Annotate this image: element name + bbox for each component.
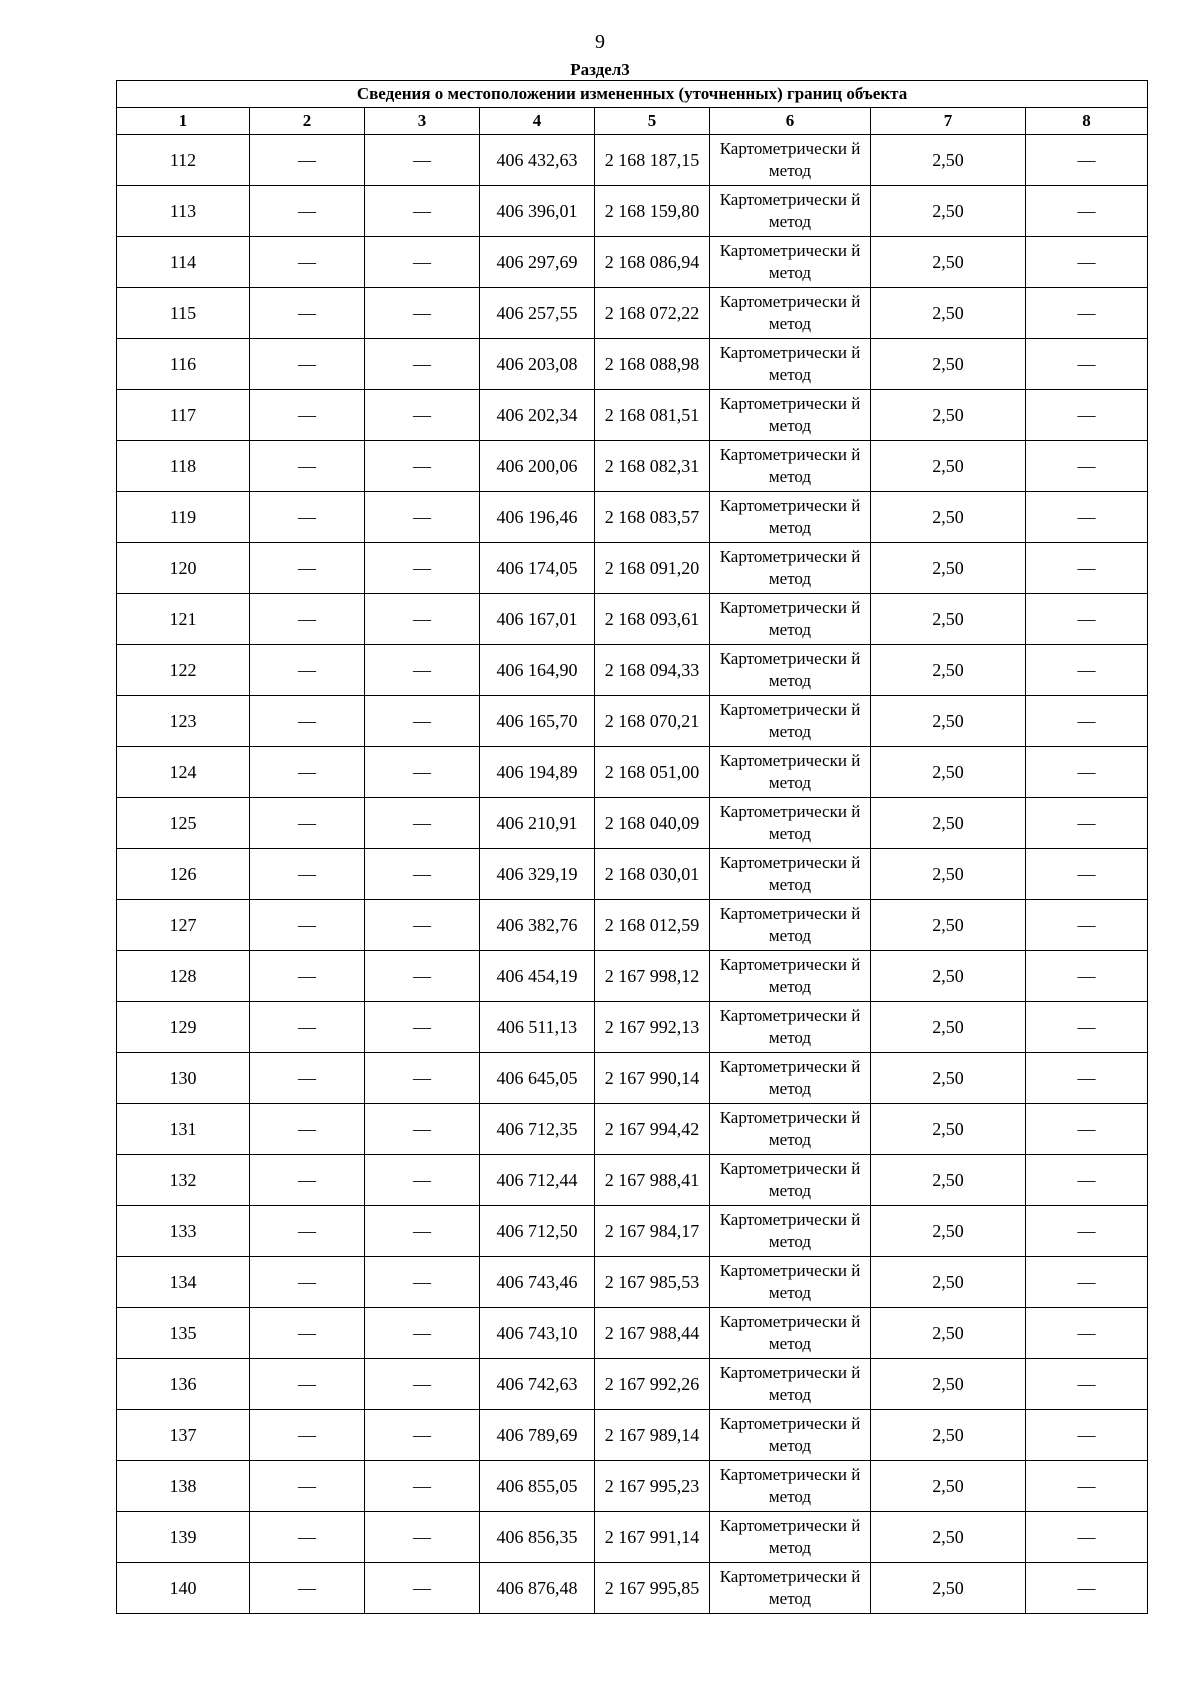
- coordinate-y-cell: 2 168 072,22: [595, 288, 710, 339]
- coordinate-y-cell: 2 167 985,53: [595, 1257, 710, 1308]
- table-row: [117, 1512, 1148, 1563]
- cell-col-8: —: [1026, 1206, 1148, 1257]
- cell-col-3: —: [365, 645, 480, 696]
- point-number-cell: 112: [117, 135, 250, 186]
- cell-col-8: —: [1026, 1002, 1148, 1053]
- cell-col-8: —: [1026, 645, 1148, 696]
- coordinate-y-cell: 2 168 159,80: [595, 186, 710, 237]
- point-number-cell: 140: [117, 1563, 250, 1614]
- cell-col-8: —: [1026, 696, 1148, 747]
- coordinate-y-cell: 2 168 083,57: [595, 492, 710, 543]
- coordinate-y-cell: 2 167 989,14: [595, 1410, 710, 1461]
- coordinate-y-cell: 2 167 988,41: [595, 1155, 710, 1206]
- coordinate-y-cell: 2 167 995,85: [595, 1563, 710, 1614]
- cell-col-3: —: [365, 441, 480, 492]
- coordinate-x-cell: 406 432,63: [480, 135, 595, 186]
- point-number-cell: 134: [117, 1257, 250, 1308]
- accuracy-cell: 2,50: [871, 849, 1026, 900]
- cell-col-2: —: [250, 543, 365, 594]
- coordinate-x-cell: 406 382,76: [480, 900, 595, 951]
- cell-col-2: —: [250, 696, 365, 747]
- method-cell: Картометрически й метод: [710, 645, 871, 696]
- coordinate-x-cell: 406 174,05: [480, 543, 595, 594]
- method-cell: Картометрически й метод: [710, 1257, 871, 1308]
- cell-col-3: —: [365, 390, 480, 441]
- table-body: [117, 135, 1148, 1614]
- accuracy-cell: 2,50: [871, 696, 1026, 747]
- accuracy-cell: 2,50: [871, 1563, 1026, 1614]
- accuracy-cell: 2,50: [871, 1512, 1026, 1563]
- method-cell: Картометрически й метод: [710, 390, 871, 441]
- table-row: [117, 1308, 1148, 1359]
- cell-col-8: —: [1026, 1053, 1148, 1104]
- coordinate-y-cell: 2 168 081,51: [595, 390, 710, 441]
- cell-col-2: —: [250, 339, 365, 390]
- column-header: 3: [365, 108, 480, 135]
- cell-col-2: —: [250, 1359, 365, 1410]
- accuracy-cell: 2,50: [871, 645, 1026, 696]
- cell-col-3: —: [365, 1512, 480, 1563]
- point-number-cell: 130: [117, 1053, 250, 1104]
- cell-col-3: —: [365, 951, 480, 1002]
- point-number-cell: 119: [117, 492, 250, 543]
- cell-col-3: —: [365, 747, 480, 798]
- cell-col-2: —: [250, 951, 365, 1002]
- cell-col-3: —: [365, 1461, 480, 1512]
- table-row: [117, 1563, 1148, 1614]
- coordinate-x-cell: 406 743,10: [480, 1308, 595, 1359]
- coordinate-x-cell: 406 645,05: [480, 1053, 595, 1104]
- cell-col-2: —: [250, 849, 365, 900]
- accuracy-cell: 2,50: [871, 900, 1026, 951]
- coordinates-table: [116, 80, 1148, 1614]
- cell-col-8: —: [1026, 1257, 1148, 1308]
- cell-col-8: —: [1026, 849, 1148, 900]
- cell-col-2: —: [250, 390, 365, 441]
- coordinate-x-cell: 406 297,69: [480, 237, 595, 288]
- point-number-cell: 116: [117, 339, 250, 390]
- accuracy-cell: 2,50: [871, 1206, 1026, 1257]
- method-cell: Картометрически й метод: [710, 849, 871, 900]
- cell-col-2: —: [250, 747, 365, 798]
- table-row: [117, 186, 1148, 237]
- method-cell: Картометрически й метод: [710, 1410, 871, 1461]
- method-cell: Картометрически й метод: [710, 135, 871, 186]
- coordinate-x-cell: 406 712,35: [480, 1104, 595, 1155]
- accuracy-cell: 2,50: [871, 186, 1026, 237]
- coordinate-y-cell: 2 167 992,13: [595, 1002, 710, 1053]
- method-cell: Картометрически й метод: [710, 1461, 871, 1512]
- coordinate-y-cell: 2 167 988,44: [595, 1308, 710, 1359]
- point-number-cell: 118: [117, 441, 250, 492]
- coordinate-x-cell: 406 712,50: [480, 1206, 595, 1257]
- table-row: [117, 390, 1148, 441]
- cell-col-2: —: [250, 1053, 365, 1104]
- coordinate-y-cell: 2 168 070,21: [595, 696, 710, 747]
- cell-col-8: —: [1026, 900, 1148, 951]
- cell-col-3: —: [365, 237, 480, 288]
- table-row: [117, 1257, 1148, 1308]
- cell-col-8: —: [1026, 543, 1148, 594]
- accuracy-cell: 2,50: [871, 492, 1026, 543]
- table-row: [117, 900, 1148, 951]
- accuracy-cell: 2,50: [871, 1002, 1026, 1053]
- cell-col-3: —: [365, 135, 480, 186]
- accuracy-cell: 2,50: [871, 441, 1026, 492]
- method-cell: Картометрически й метод: [710, 900, 871, 951]
- table-row: [117, 492, 1148, 543]
- coordinate-x-cell: 406 202,34: [480, 390, 595, 441]
- method-cell: Картометрически й метод: [710, 543, 871, 594]
- cell-col-2: —: [250, 1563, 365, 1614]
- accuracy-cell: 2,50: [871, 1053, 1026, 1104]
- cell-col-2: —: [250, 1257, 365, 1308]
- point-number-cell: 122: [117, 645, 250, 696]
- point-number-cell: 126: [117, 849, 250, 900]
- coordinate-y-cell: 2 168 094,33: [595, 645, 710, 696]
- cell-col-2: —: [250, 1104, 365, 1155]
- table-row: [117, 747, 1148, 798]
- coordinate-x-cell: 406 167,01: [480, 594, 595, 645]
- cell-col-8: —: [1026, 1104, 1148, 1155]
- cell-col-3: —: [365, 1359, 480, 1410]
- cell-col-3: —: [365, 1308, 480, 1359]
- method-cell: Картометрически й метод: [710, 798, 871, 849]
- coordinate-y-cell: 2 168 187,15: [595, 135, 710, 186]
- section-title: Раздел3: [570, 60, 630, 79]
- table-row: [117, 135, 1148, 186]
- cell-col-3: —: [365, 1002, 480, 1053]
- cell-col-2: —: [250, 492, 365, 543]
- table-row: [117, 798, 1148, 849]
- cell-col-2: —: [250, 1308, 365, 1359]
- point-number-cell: 133: [117, 1206, 250, 1257]
- table-row: [117, 1104, 1148, 1155]
- cell-col-8: —: [1026, 1155, 1148, 1206]
- cell-col-3: —: [365, 594, 480, 645]
- coordinate-y-cell: 2 167 984,17: [595, 1206, 710, 1257]
- cell-col-3: —: [365, 186, 480, 237]
- coordinate-y-cell: 2 168 093,61: [595, 594, 710, 645]
- cell-col-3: —: [365, 1257, 480, 1308]
- coordinate-x-cell: 406 210,91: [480, 798, 595, 849]
- point-number-cell: 139: [117, 1512, 250, 1563]
- coordinate-y-cell: 2 167 995,23: [595, 1461, 710, 1512]
- cell-col-2: —: [250, 594, 365, 645]
- coordinate-y-cell: 2 168 088,98: [595, 339, 710, 390]
- cell-col-8: —: [1026, 288, 1148, 339]
- cell-col-8: —: [1026, 594, 1148, 645]
- method-cell: Картометрически й метод: [710, 237, 871, 288]
- cell-col-8: —: [1026, 237, 1148, 288]
- method-cell: Картометрически й метод: [710, 1104, 871, 1155]
- coordinate-y-cell: 2 168 030,01: [595, 849, 710, 900]
- method-cell: Картометрически й метод: [710, 1155, 871, 1206]
- table-row: [117, 1461, 1148, 1512]
- accuracy-cell: 2,50: [871, 798, 1026, 849]
- column-header: 6: [710, 108, 871, 135]
- column-header: 8: [1026, 108, 1148, 135]
- table-row: [117, 237, 1148, 288]
- accuracy-cell: 2,50: [871, 1461, 1026, 1512]
- cell-col-8: —: [1026, 747, 1148, 798]
- method-cell: Картометрически й метод: [710, 1053, 871, 1104]
- point-number-cell: 124: [117, 747, 250, 798]
- coordinate-y-cell: 2 168 082,31: [595, 441, 710, 492]
- cell-col-2: —: [250, 135, 365, 186]
- page-number: 9: [595, 31, 605, 53]
- table-row: [117, 696, 1148, 747]
- coordinate-y-cell: 2 168 040,09: [595, 798, 710, 849]
- point-number-cell: 136: [117, 1359, 250, 1410]
- cell-col-8: —: [1026, 798, 1148, 849]
- cell-col-8: —: [1026, 441, 1148, 492]
- cell-col-3: —: [365, 1410, 480, 1461]
- accuracy-cell: 2,50: [871, 1104, 1026, 1155]
- coordinate-x-cell: 406 203,08: [480, 339, 595, 390]
- cell-col-2: —: [250, 1410, 365, 1461]
- accuracy-cell: 2,50: [871, 1410, 1026, 1461]
- table-header-row: [117, 108, 1148, 135]
- point-number-cell: 137: [117, 1410, 250, 1461]
- coordinate-y-cell: 2 167 992,26: [595, 1359, 710, 1410]
- cell-col-8: —: [1026, 1359, 1148, 1410]
- accuracy-cell: 2,50: [871, 594, 1026, 645]
- table-row: [117, 1359, 1148, 1410]
- method-cell: Картометрически й метод: [710, 1563, 871, 1614]
- point-number-cell: 128: [117, 951, 250, 1002]
- accuracy-cell: 2,50: [871, 1359, 1026, 1410]
- method-cell: Картометрически й метод: [710, 594, 871, 645]
- coordinate-y-cell: 2 167 994,42: [595, 1104, 710, 1155]
- column-header: 4: [480, 108, 595, 135]
- table-caption: Сведения о местоположении измененных (уточненных) границ объекта: [117, 81, 1148, 108]
- point-number-cell: 138: [117, 1461, 250, 1512]
- accuracy-cell: 2,50: [871, 288, 1026, 339]
- table-row: [117, 1155, 1148, 1206]
- table-row: [117, 1053, 1148, 1104]
- accuracy-cell: 2,50: [871, 390, 1026, 441]
- cell-col-3: —: [365, 1053, 480, 1104]
- table-row: [117, 645, 1148, 696]
- accuracy-cell: 2,50: [871, 747, 1026, 798]
- table-row: [117, 1206, 1148, 1257]
- table-row: [117, 339, 1148, 390]
- coordinate-x-cell: 406 743,46: [480, 1257, 595, 1308]
- table-row: [117, 951, 1148, 1002]
- coordinate-x-cell: 406 329,19: [480, 849, 595, 900]
- coordinate-y-cell: 2 168 051,00: [595, 747, 710, 798]
- method-cell: Картометрически й метод: [710, 1512, 871, 1563]
- cell-col-8: —: [1026, 186, 1148, 237]
- method-cell: Картометрически й метод: [710, 1002, 871, 1053]
- cell-col-2: —: [250, 645, 365, 696]
- accuracy-cell: 2,50: [871, 237, 1026, 288]
- table-row: [117, 543, 1148, 594]
- method-cell: Картометрически й метод: [710, 1359, 871, 1410]
- cell-col-8: —: [1026, 492, 1148, 543]
- cell-col-3: —: [365, 543, 480, 594]
- coordinate-x-cell: 406 200,06: [480, 441, 595, 492]
- accuracy-cell: 2,50: [871, 1257, 1026, 1308]
- cell-col-8: —: [1026, 1461, 1148, 1512]
- cell-col-3: —: [365, 492, 480, 543]
- cell-col-2: —: [250, 900, 365, 951]
- table-row: [117, 441, 1148, 492]
- point-number-cell: 114: [117, 237, 250, 288]
- table-row: [117, 1002, 1148, 1053]
- point-number-cell: 127: [117, 900, 250, 951]
- coordinate-x-cell: 406 454,19: [480, 951, 595, 1002]
- table-caption-row: [117, 81, 1148, 108]
- method-cell: Картометрически й метод: [710, 696, 871, 747]
- point-number-cell: 115: [117, 288, 250, 339]
- column-header: 1: [117, 108, 250, 135]
- accuracy-cell: 2,50: [871, 339, 1026, 390]
- table-row: [117, 288, 1148, 339]
- accuracy-cell: 2,50: [871, 951, 1026, 1002]
- cell-col-2: —: [250, 1155, 365, 1206]
- cell-col-3: —: [365, 339, 480, 390]
- coordinate-x-cell: 406 876,48: [480, 1563, 595, 1614]
- cell-col-2: —: [250, 1206, 365, 1257]
- coordinate-x-cell: 406 742,63: [480, 1359, 595, 1410]
- cell-col-2: —: [250, 1512, 365, 1563]
- method-cell: Картометрически й метод: [710, 288, 871, 339]
- point-number-cell: 121: [117, 594, 250, 645]
- cell-col-2: —: [250, 441, 365, 492]
- method-cell: Картометрически й метод: [710, 951, 871, 1002]
- point-number-cell: 120: [117, 543, 250, 594]
- cell-col-8: —: [1026, 1563, 1148, 1614]
- cell-col-8: —: [1026, 1512, 1148, 1563]
- column-header: 5: [595, 108, 710, 135]
- cell-col-8: —: [1026, 1410, 1148, 1461]
- column-header: 2: [250, 108, 365, 135]
- coordinate-y-cell: 2 167 991,14: [595, 1512, 710, 1563]
- coordinate-x-cell: 406 194,89: [480, 747, 595, 798]
- point-number-cell: 123: [117, 696, 250, 747]
- point-number-cell: 132: [117, 1155, 250, 1206]
- table-row: [117, 1410, 1148, 1461]
- cell-col-2: —: [250, 1461, 365, 1512]
- method-cell: Картометрически й метод: [710, 339, 871, 390]
- coordinate-y-cell: 2 167 990,14: [595, 1053, 710, 1104]
- point-number-cell: 125: [117, 798, 250, 849]
- cell-col-8: —: [1026, 951, 1148, 1002]
- cell-col-2: —: [250, 237, 365, 288]
- cell-col-3: —: [365, 1206, 480, 1257]
- coordinate-y-cell: 2 168 091,20: [595, 543, 710, 594]
- coordinate-x-cell: 406 165,70: [480, 696, 595, 747]
- cell-col-8: —: [1026, 339, 1148, 390]
- method-cell: Картометрически й метод: [710, 747, 871, 798]
- coordinate-x-cell: 406 257,55: [480, 288, 595, 339]
- accuracy-cell: 2,50: [871, 543, 1026, 594]
- accuracy-cell: 2,50: [871, 135, 1026, 186]
- cell-col-2: —: [250, 288, 365, 339]
- point-number-cell: 129: [117, 1002, 250, 1053]
- coordinate-x-cell: 406 789,69: [480, 1410, 595, 1461]
- cell-col-3: —: [365, 288, 480, 339]
- cell-col-3: —: [365, 798, 480, 849]
- method-cell: Картометрически й метод: [710, 441, 871, 492]
- method-cell: Картометрически й метод: [710, 186, 871, 237]
- point-number-cell: 117: [117, 390, 250, 441]
- point-number-cell: 113: [117, 186, 250, 237]
- coordinate-y-cell: 2 168 086,94: [595, 237, 710, 288]
- coordinate-y-cell: 2 167 998,12: [595, 951, 710, 1002]
- coordinate-x-cell: 406 164,90: [480, 645, 595, 696]
- cell-col-2: —: [250, 798, 365, 849]
- table-row: [117, 594, 1148, 645]
- cell-col-3: —: [365, 1155, 480, 1206]
- cell-col-3: —: [365, 849, 480, 900]
- cell-col-3: —: [365, 1104, 480, 1155]
- cell-col-8: —: [1026, 1308, 1148, 1359]
- cell-col-2: —: [250, 1002, 365, 1053]
- cell-col-2: —: [250, 186, 365, 237]
- cell-col-3: —: [365, 1563, 480, 1614]
- cell-col-3: —: [365, 900, 480, 951]
- coordinate-y-cell: 2 168 012,59: [595, 900, 710, 951]
- cell-col-3: —: [365, 696, 480, 747]
- coordinate-x-cell: 406 856,35: [480, 1512, 595, 1563]
- point-number-cell: 135: [117, 1308, 250, 1359]
- coordinate-x-cell: 406 712,44: [480, 1155, 595, 1206]
- coordinate-x-cell: 406 396,01: [480, 186, 595, 237]
- table-row: [117, 849, 1148, 900]
- method-cell: Картометрически й метод: [710, 1206, 871, 1257]
- method-cell: Картометрически й метод: [710, 492, 871, 543]
- method-cell: Картометрически й метод: [710, 1308, 871, 1359]
- coordinate-x-cell: 406 855,05: [480, 1461, 595, 1512]
- coordinate-x-cell: 406 511,13: [480, 1002, 595, 1053]
- accuracy-cell: 2,50: [871, 1155, 1026, 1206]
- coordinate-x-cell: 406 196,46: [480, 492, 595, 543]
- point-number-cell: 131: [117, 1104, 250, 1155]
- column-header: 7: [871, 108, 1026, 135]
- cell-col-8: —: [1026, 390, 1148, 441]
- cell-col-8: —: [1026, 135, 1148, 186]
- accuracy-cell: 2,50: [871, 1308, 1026, 1359]
